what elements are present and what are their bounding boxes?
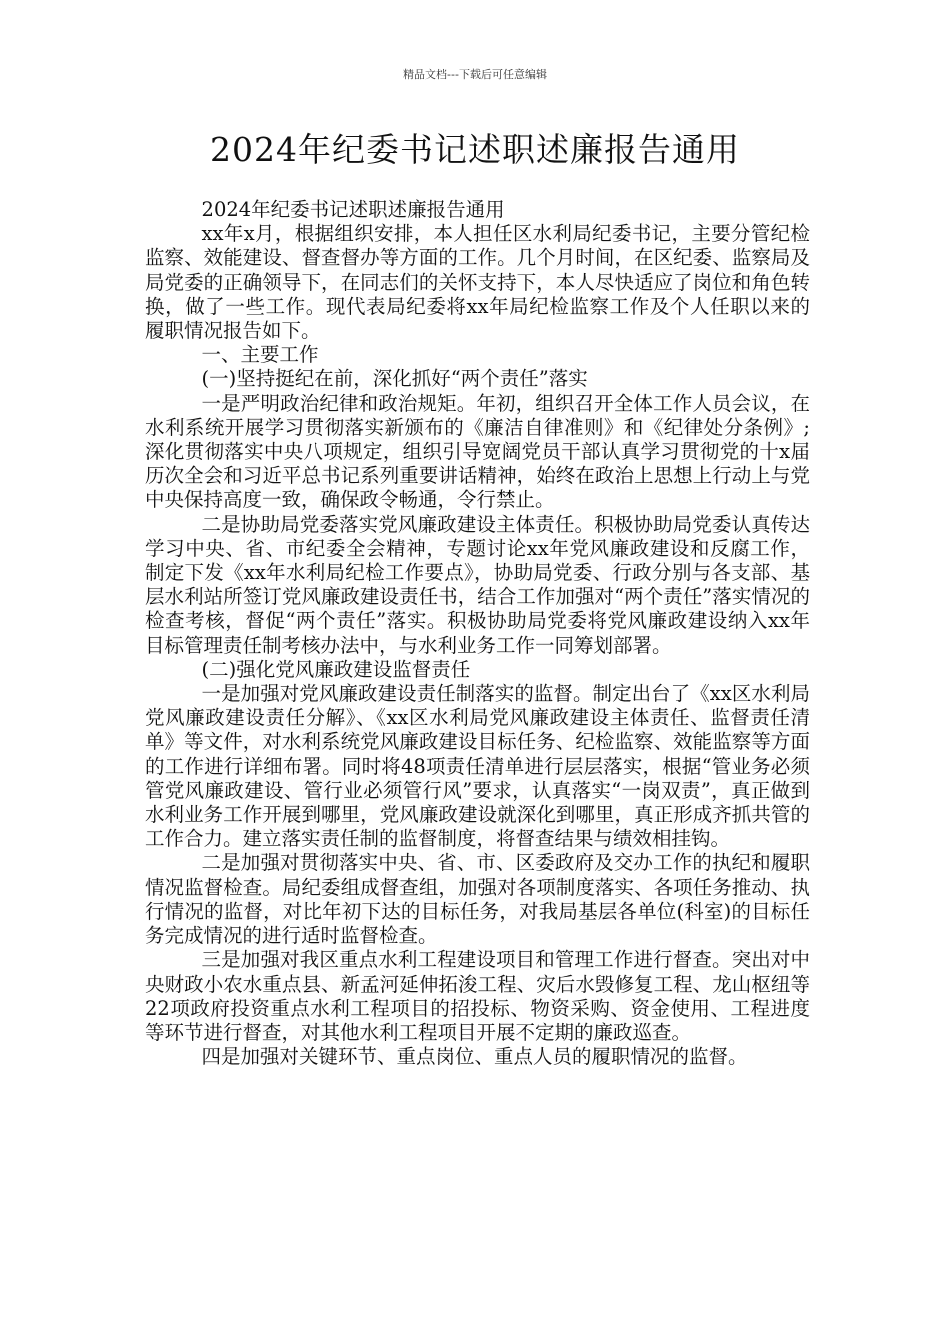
paragraph-1-2: 二是协助局党委落实党风廉政建设主体责任。积极协助局党委认真传达学习中央、省、市纪委全会精神，专题讨论xx年党风廉政建设和反腐工作，制定下发《xx年水利局纪检工作要点》，协助局党委、行政分别与各支部、基层水利站所签订党风廉政建设责任书，结合工作加强对“两个责任”落实情况的检查考核，督促“两个责任”落实。积极协助局党委将党风廉政建设纳入xx年目标管理责任制考核办法中，与水利业务工作一同筹划部署。 bbox=[145, 512, 810, 657]
paragraph-subtitle: 2024年纪委书记述职述廉报告通用 bbox=[201, 198, 505, 221]
document-body bbox=[145, 198, 810, 1069]
paragraph-2-1: 一是加强对党风廉政建设责任制落实的监督。制定出台了《xx区水利局党风廉政建设责任分解》、《xx区水利局党风廉政建设主体责任、监督责任清单》等文件，对水利系统党风廉政建设目标任务、纪检监察、效能监察等方面的工作进行详细布署。同时将48项责任清单进行层层落实，根据“管业务必须管党风廉政建设、管行业必须管行风”要求，认真落实“一岗双责”，真正做到水利业务工作开展到哪里，党风廉政建设就深化到哪里，真正形成齐抓共管的工作合力。建立落实责任制的监督制度，将督查结果与绩效相挂钩。 bbox=[145, 682, 810, 851]
subsection-heading-2: (二)强化党风廉政建设监督责任 bbox=[201, 657, 471, 681]
document-title: 2024年纪委书记述职述廉报告通用 bbox=[210, 130, 740, 169]
paragraph-2-3: 三是加强对我区重点水利工程建设项目和管理工作进行督查。突出对中央财政小农水重点县、新孟河延伸拓浚工程、灾后水毁修复工程、龙山枢纽等22项政府投资重点水利工程项目的招投标、物资采购、资金使用、工程进度等环节进行督查，对其他水利工程项目开展不定期的廉政巡查。 bbox=[145, 948, 810, 1044]
header-note: 精品文档---下载后可任意编辑 bbox=[403, 68, 547, 81]
paragraph-2-4: 四是加强对关键环节、重点岗位、重点人员的履职情况的监督。 bbox=[201, 1045, 748, 1069]
subsection-heading-1: (一)坚持挺纪在前，深化抓好“两个责任”落实 bbox=[201, 367, 588, 391]
paragraph-2-2: 二是加强对贯彻落实中央、省、市、区委政府及交办工作的执纪和履职情况监督检查。局纪委组成督查组，加强对各项制度落实、各项任务推动、执行情况的监督，对比年初下达的目标任务，对我局基层各单位(科室)的目标任务完成情况的进行适时监督检查。 bbox=[145, 851, 810, 948]
section-heading-main-work: 一、主要工作 bbox=[201, 343, 319, 367]
paragraph-1-1: 一是严明政治纪律和政治规矩。年初，组织召开全体工作人员会议，在水利系统开展学习贯彻落实新颁布的《廉洁自律准则》和《纪律处分条例》;深化贯彻落实中央八项规定，组织引导宽阔党员干部认真学习贯彻党的十x届历次全会和习近平总书记系列重要讲话精神，始终在政治上思想上行动上与党中央保持高度一致，确保政令畅通，令行禁止。 bbox=[145, 391, 810, 512]
paragraph-intro: xx年x月，根据组织安排，本人担任区水利局纪委书记，主要分管纪检监察、效能建设、督查督办等方面的工作。几个月时间，在区纪委、监察局及局党委的正确领导下，在同志们的关怀支持下，本人尽快适应了岗位和角色转换，做了一些工作。现代表局纪委将xx年局纪检监察工作及个人任职以来的履职情况报告如下。 bbox=[145, 222, 810, 343]
